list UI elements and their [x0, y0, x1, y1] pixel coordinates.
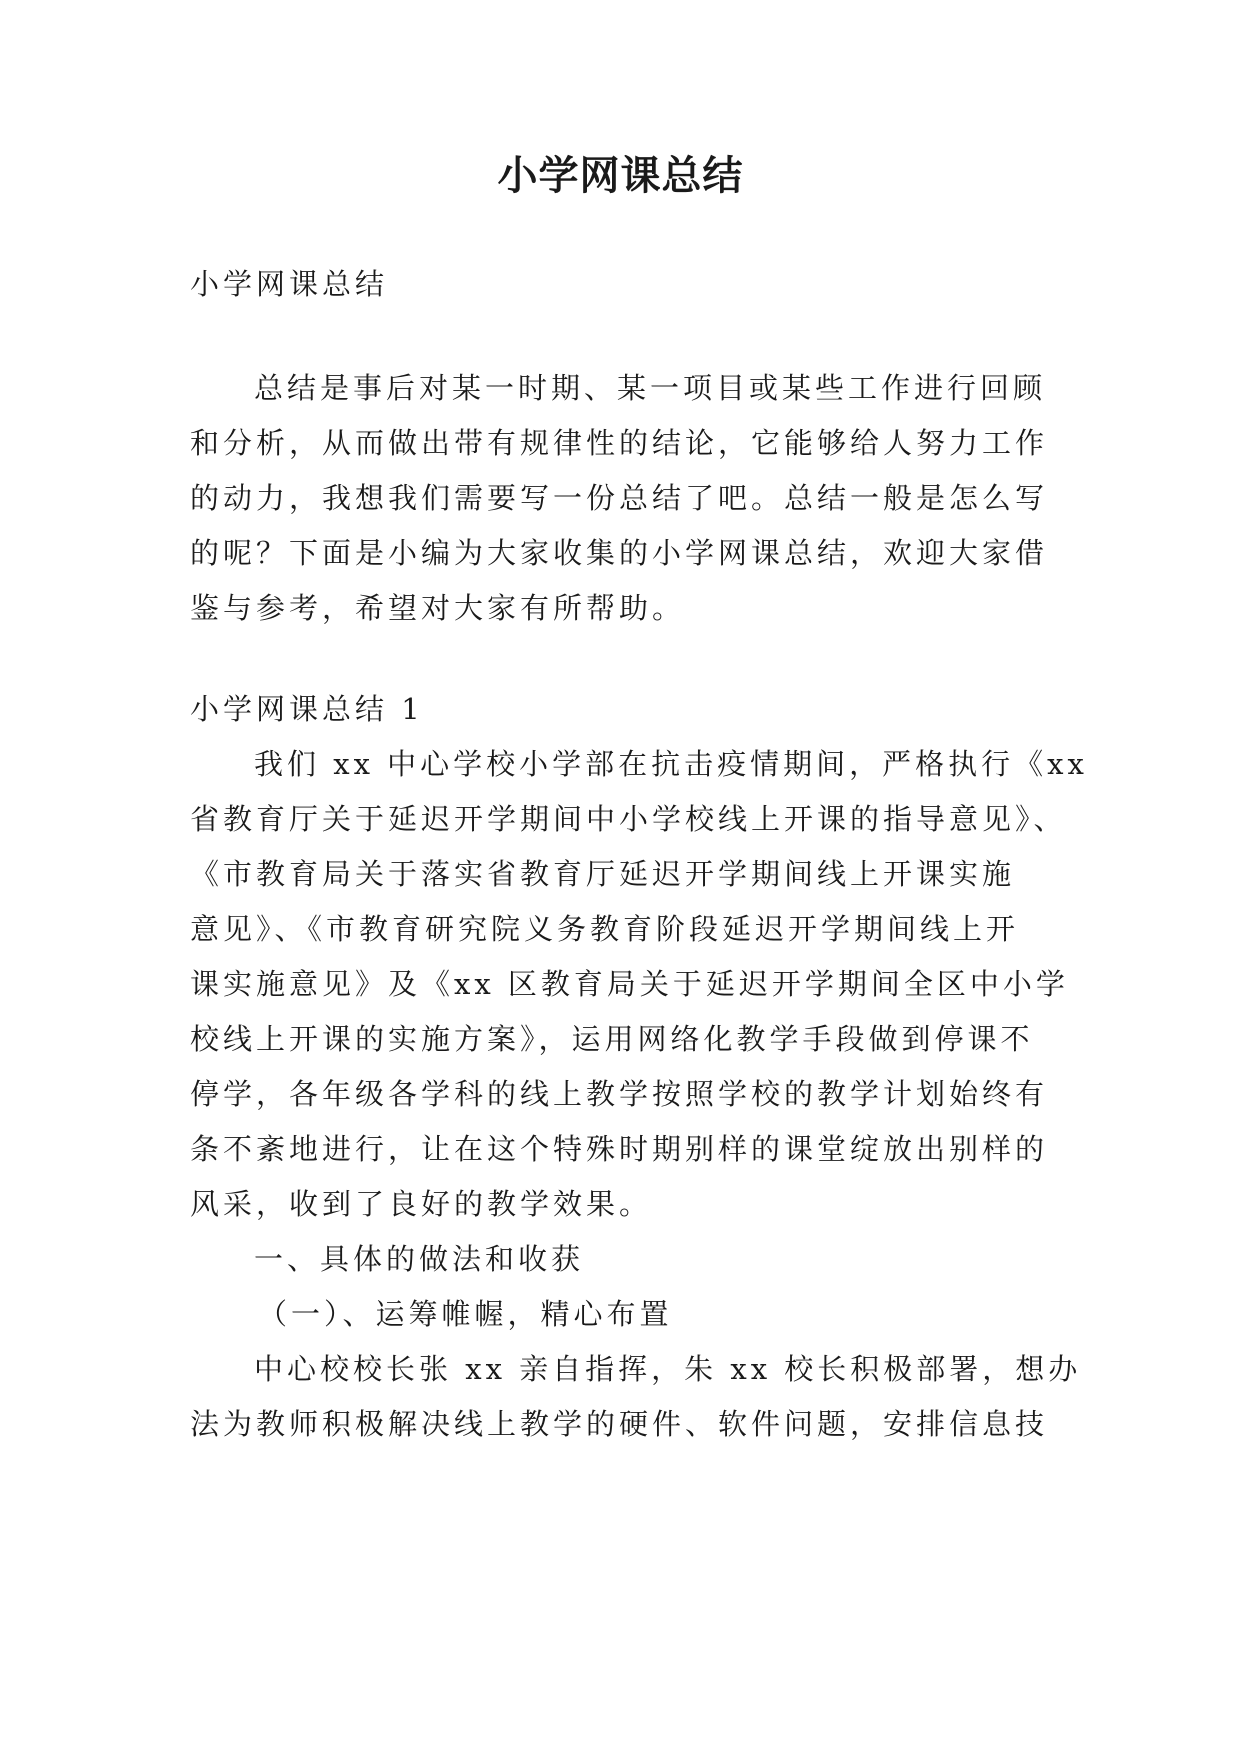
- section-line: 停学，各年级各学科的线上教学按照学校的教学计划始终有: [190, 1077, 1049, 1111]
- intro-line: 总结是事后对某一时期、某一项目或某些工作进行回顾: [254, 371, 1047, 405]
- section-line: 意见》、《市教育研究院义务教育阶段延迟开学期间线上开: [190, 912, 1020, 946]
- subheading: 一、具体的做法和收获: [254, 1242, 585, 1276]
- subheading: （一）、运筹帷幄，精心布置: [258, 1297, 673, 1331]
- section-line: 风采，收到了良好的教学效果。: [190, 1187, 653, 1221]
- document-title: 小学网课总结: [497, 152, 744, 199]
- section-line: 条不紊地进行，让在这个特殊时期别样的课堂绽放出别样的: [190, 1132, 1049, 1166]
- intro-line: 的动力，我想我们需要写一份总结了吧。总结一般是怎么写: [190, 481, 1049, 515]
- section-line: 课实施意见》及《xx 区教育局关于延迟开学期间全区中小学: [190, 967, 1069, 1001]
- intro-line: 鉴与参考，希望对大家有所帮助。: [190, 591, 686, 625]
- section-heading: 小学网课总结 1: [190, 692, 424, 726]
- section-line: 中心校校长张 xx 亲自指挥，朱 xx 校长积极部署，想办: [254, 1352, 1082, 1386]
- section-line: 省教育厅关于延迟开学期间中小学校线上开课的指导意见》、: [190, 802, 1067, 836]
- intro-line: 的呢？下面是小编为大家收集的小学网课总结，欢迎大家借: [190, 536, 1049, 570]
- section-line: 《市教育局关于落实省教育厅延迟开学期间线上开课实施: [190, 857, 1016, 891]
- document-subtitle: 小学网课总结: [190, 267, 389, 301]
- section-line: 校线上开课的实施方案》，运用网络化教学手段做到停课不: [190, 1022, 1034, 1056]
- intro-line: 和分析，从而做出带有规律性的结论，它能够给人努力工作: [190, 426, 1049, 460]
- section-line: 法为教师积极解决线上教学的硬件、软件问题，安排信息技: [190, 1407, 1049, 1441]
- section-line: 我们 xx 中心学校小学部在抗击疫情期间，严格执行《xx: [254, 747, 1088, 781]
